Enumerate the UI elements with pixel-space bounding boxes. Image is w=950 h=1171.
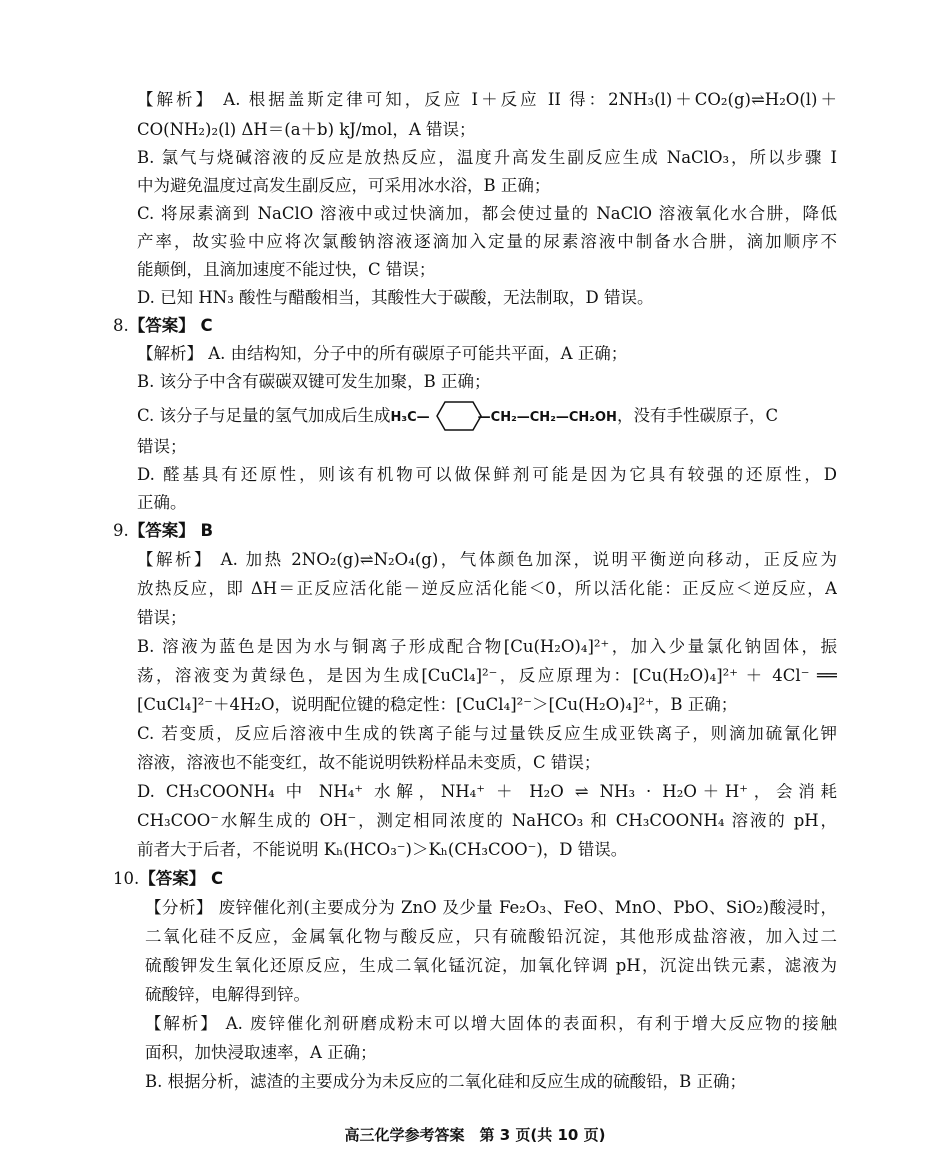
q10-analysis-line-2: 二氧化硅不反应，金属氧化物与酸反应，只有硫酸铅沉淀，其他形成盐溶液，加入过二 [145, 927, 837, 946]
q7-analysis-line-7: 能颠倒，且滴加速度不能过快，C 错误； [137, 260, 436, 279]
q10-analysis-line-5: 【解析】 A. 废锌催化剂研磨成粉末可以增大固体的表面积，有利于增大反应物的接触 [145, 1014, 837, 1033]
cyclohexane-ring-icon [435, 400, 483, 432]
q9-analysis-line-6: [CuCl₄]²⁻＋4H₂O，说明配位键的稳定性：[CuCl₄]²⁻＞[Cu(H₂O)₄]²⁺，B 正确； [137, 695, 738, 714]
q8-analysis-line-3 [137, 400, 837, 432]
q10-number: 10. [113, 869, 140, 888]
structure-left-group: H₃C— [390, 410, 430, 425]
page-footer: 高三化学参考答案 第 3 页(共 10 页) [344, 1126, 606, 1144]
q10-analysis-line-7: B. 根据分析，滤渣的主要成分为未反应的二氧化硅和反应生成的硫酸铅，B 正确； [145, 1072, 746, 1091]
q10-answer: 【答案】 C [139, 869, 224, 888]
q9-analysis-line-10: CH₃COO⁻水解生成的 OH⁻，测定相同浓度的 NaHCO₃ 和 CH₃COONH₄ 溶液的 pH， [137, 811, 837, 830]
q8-number: 8. [113, 316, 129, 335]
q8-analysis-line-1: 【解析】 A. 由结构知，分子中的所有碳原子可能共平面，A 正确； [137, 344, 628, 363]
q9-analysis-line-8: 溶液，溶液也不能变红，故不能说明铁粉样品未变质，C 错误； [137, 753, 601, 772]
q9-analysis-line-3: 错误； [137, 608, 187, 627]
q10-analysis-line-6: 面积，加快浸取速率，A 正确； [145, 1043, 377, 1062]
q10-analysis-line-1: 【分析】 废锌催化剂(主要成分为 ZnO 及少量 Fe₂O₃、FeO、MnO、PbO、SiO₂)酸浸时， [145, 898, 837, 917]
q9-analysis-line-1: 【解析】 A. 加热 2NO₂(g)⇌N₂O₄(g)，气体颜色加深，说明平衡逆向移动，正反应为 [137, 550, 837, 569]
q9-analysis-line-7: C. 若变质，反应后溶液中生成的铁离子能与过量铁反应生成亚铁离子，则滴加硫氰化钾 [137, 724, 837, 743]
q8-answer: 【答案】 C [128, 316, 213, 335]
q7-analysis-line-4: 中为避免温度过高发生副反应，可采用冰水浴，B 正确； [137, 176, 551, 195]
structure-right-chain: —CH₂—CH₂—CH₂OH [477, 410, 617, 425]
q9-number: 9. [113, 521, 129, 540]
q10-analysis-line-4: 硫酸锌，电解得到锌。 [145, 985, 310, 1004]
q7-analysis-line-8: D. 已知 HN₃ 酸性与醋酸相当，其酸性大于碳酸，无法制取，D 错误。 [137, 288, 654, 307]
q9-analysis-line-9: D. CH₃COONH₄ 中 NH₄⁺ 水解，NH₄⁺ ＋ H₂O ⇌ NH₃ · H₂O＋H⁺，会消耗 [137, 782, 837, 801]
q9-analysis-line-4: B. 溶液为蓝色是因为水与铜离子形成配合物[Cu(H₂O)₄]²⁺，加入少量氯化钠固体，振 [137, 637, 837, 656]
q10-analysis-line-3: 硫酸钾发生氧化还原反应，生成二氧化锰沉淀，加氧化锌调 pH，沉淀出铁元素，滤液为 [145, 956, 837, 975]
q7-analysis-line-3: B. 氯气与烧碱溶液的反应是放热反应，温度升高发生副反应生成 NaClO₃，所以步骤 I [137, 148, 837, 167]
q8-analysis-line-2: B. 该分子中含有碳碳双键可发生加聚，B 正确； [137, 372, 491, 391]
q9-analysis-line-5: 荡，溶液变为黄绿色，是因为生成[CuCl₄]²⁻，反应原理为：[Cu(H₂O)₄]²⁺ ＋ 4Cl⁻ ══ [137, 666, 837, 685]
q7-analysis-line-6: 产率，故实验中应将次氯酸钠溶液逐滴加入定量的尿素溶液中制备水合肼，滴加顺序不 [137, 232, 837, 251]
q9-analysis-line-11: 前者大于后者，不能说明 Kₕ(HCO₃⁻)＞Kₕ(CH₃COO⁻)，D 错误。 [137, 840, 628, 859]
q7-analysis-line-5: C. 将尿素滴到 NaClO 溶液中或过快滴加，都会使过量的 NaClO 溶液氧化水合肼，降低 [137, 204, 837, 223]
q8-line-3-prefix: C. 该分子与足量的氢气加成后生成 [137, 406, 391, 425]
q10-header [113, 864, 243, 894]
q7-analysis-line-2: CO(NH₂)₂(l) ΔH＝(a＋b) kJ/mol，A 错误； [137, 120, 476, 139]
q9-analysis-line-2: 放热反应，即 ΔH＝正反应活化能－逆反应活化能＜0，所以活化能：正反应＜逆反应，A [137, 579, 837, 598]
q8-analysis-line-6: 正确。 [137, 493, 187, 512]
q9-answer: 【答案】 B [128, 521, 214, 540]
q8-header [113, 311, 243, 341]
q8-line-3-suffix: ，没有手性碳原子，C [616, 406, 779, 425]
q9-header [113, 516, 243, 546]
q8-analysis-line-5: D. 醛基具有还原性，则该有机物可以做保鲜剂可能是因为它具有较强的还原性，D [137, 465, 837, 484]
q7-analysis-line-1: 【解析】 A. 根据盖斯定律可知，反应 I＋反应 II 得：2NH₃(l)＋CO₂(g)⇌H₂O(l)＋ [137, 90, 837, 109]
q8-analysis-line-4: 错误； [137, 437, 187, 456]
